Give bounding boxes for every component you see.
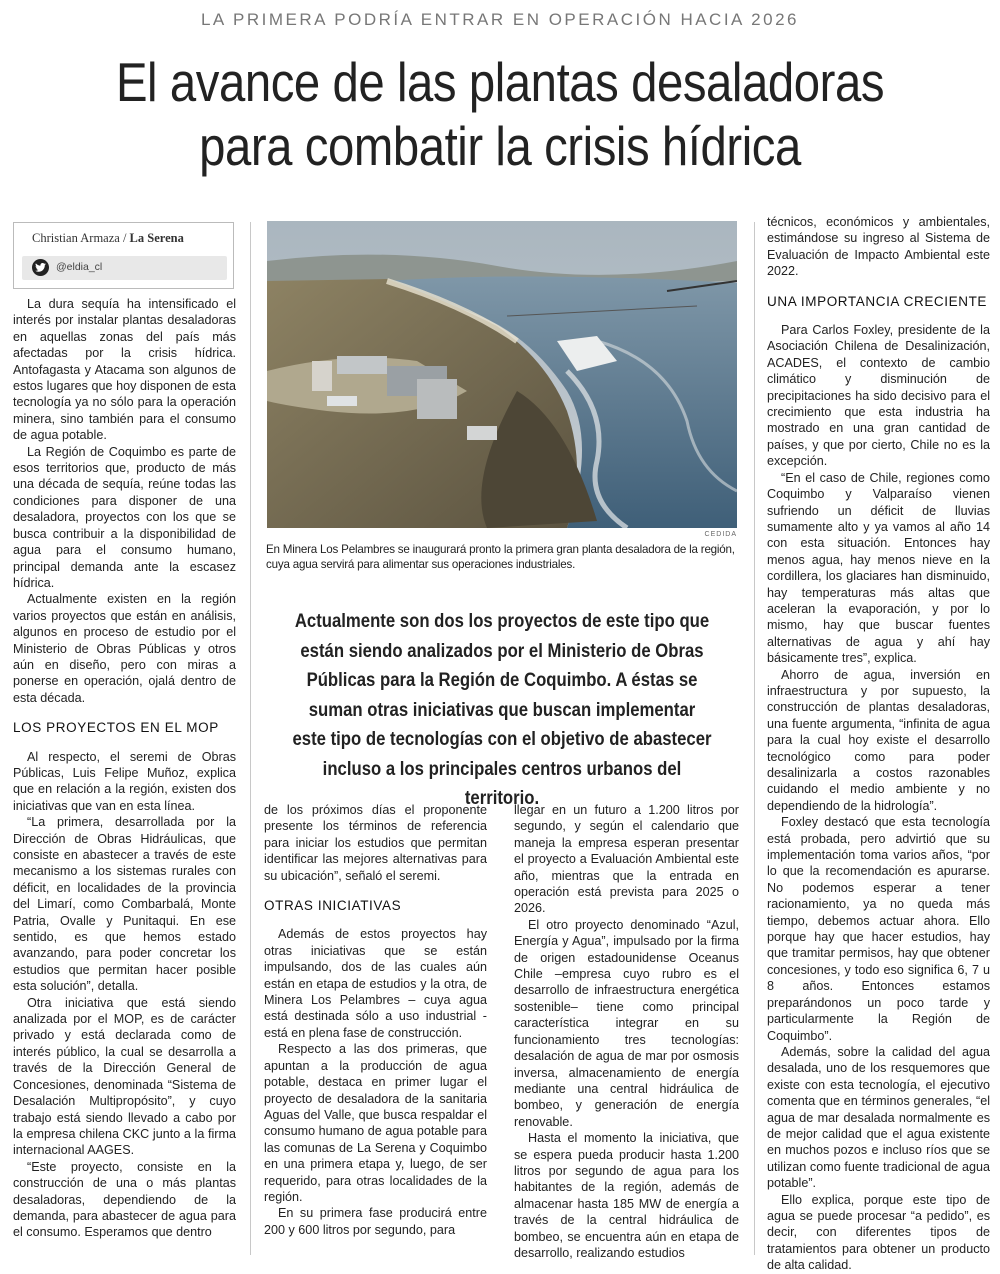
twitter-handle[interactable]: @eldia_cl	[56, 261, 103, 273]
byline-location: La Serena	[129, 231, 184, 245]
paragraph: Ello explica, porque este tipo de agua se puede procesar “a pedido”, es decir, con diferentes tipos de tratamientos para obtener un producto de alta calidad.	[767, 1192, 990, 1273]
column-1	[13, 296, 236, 1241]
section-heading: LOS PROYECTOS EN EL MOP	[13, 720, 219, 736]
column-4	[767, 214, 990, 1274]
twitter-strip	[22, 256, 227, 280]
column-2	[264, 802, 487, 1238]
article-headline	[104, 50, 895, 178]
article-kicker: LA PRIMERA PODRÍA ENTRAR EN OPERACIÓN HACIA 2026	[200, 10, 800, 29]
section-heading: UNA IMPORTANCIA CRECIENTE	[767, 293, 988, 309]
paragraph: En su primera fase producirá entre 200 y 600 litros por segundo, para	[264, 1206, 487, 1237]
paragraph: Ahorro de agua, inversión en infraestructura y por supuesto, la construcción de plantas desaladoras, una fuente argumenta, “infinita de agua para la cual hoy existe el desarrollo tecnológico como para poder desalinizarla a costos razonables cuidando el medio ambiente y no dependiendo de la hidrología”.	[767, 667, 990, 813]
paragraph: Respecto a las dos primeras, que apuntan a la producción de agua potable, destaca en primer lugar el proyecto de desaladora de la sanitaria Aguas del Valle, que busca respaldar el consumo humano de agua potable para las comunas de La Serena y Coquimbo en una primera etapa y, luego, de ser requerido, para otras localidades de la región.	[264, 1042, 487, 1204]
column-divider	[754, 222, 755, 1255]
section-heading: OTRAS INICIATIVAS	[264, 898, 402, 914]
article-photo	[267, 221, 737, 528]
photo-credit: CEDIDA	[704, 531, 737, 538]
twitter-icon	[32, 259, 49, 276]
paragraph: “En el caso de Chile, regiones como Coquimbo y Valparaíso vienen sufriendo un déficit de lluvias sumamente alto y ya vamos al año 14 con esta situación. Entonces hay menos agua, hay menos nieve en la cordillera, los glaciares han disminuido, hay temperaturas más altas que aceleran la evaporación, y por lo mismo, hay que buscar fuentes alternativas de agua y ahí hay básicamente tres”, explica.	[767, 470, 990, 666]
paragraph: Además de estos proyectos hay otras iniciativas que se están impulsando, dos de las cuales aún están en etapa de estudios y la otra, de Minera Los Pelambres – cuya agua está destinada sólo a uso industrial - está en plena fase de construcción.	[264, 927, 487, 1040]
paragraph: llegar en un futuro a 1.200 litros por segundo, y según el calendario que maneja la empresa esperan presentar el proyecto a Evaluación Ambiental este año, mientras que la entrada en operación está prevista para 2025 o 2026.	[514, 803, 739, 916]
paragraph: “Este proyecto, consiste en la construcción de una o más plantas desaladoras, dependiendo de la demanda, para abastecer de agua para el consumo. Esperamos que dentro	[13, 1159, 236, 1240]
headline-line-1: El avance de las plantas desaladoras	[115, 51, 885, 113]
byline	[32, 231, 184, 246]
headline-line-2: para combatir la crisis hídrica	[199, 115, 801, 177]
photo-caption: En Minera Los Pelambres se inaugurará pronto la primera gran planta desaladora de la región, cuya agua servirá para alimentar sus operaciones industriales.	[266, 543, 735, 571]
paragraph: Actualmente existen en la región varios proyectos que están en análisis, algunos en proceso de estudio por el Ministerio de Obras Públicas y otros aún en diseño, pero con miras a ponerse en operación, ojalá dentro de esta década.	[13, 592, 236, 705]
paragraph: La Región de Coquimbo es parte de esos territorios que, producto de más una década de sequía, reúne todas las condiciones para disponer de una desaladora, proyectos con los que se busca contribuir a la disponibilidad de agua para el consumo humano, principal demanda ante la escasez hídrica.	[13, 444, 236, 590]
paragraph: Foxley destacó que esta tecnología está probada, pero advirtió que su implementación toma varios años, “por lo que la recomendación es apurarse. No podemos esperar a tener racionamiento, ya no queda más tiempo, debemos actuar ahora. Ello porque hay que hacer estudios, hay que tramitar permisos, hay que obtener concesiones, y todo eso significa 6, 7 u 8 años. Entonces estamos preparándonos un poco tarde y particularmente la Región de Coquimbo”.	[767, 815, 990, 1043]
desalination-plant-aerial-photo	[267, 221, 737, 528]
paragraph: Otra iniciativa que está siendo analizada por el MOP, es de carácter privado y está declarada como de interés público, la cual se desarrolla a través de la Dirección General de Concesiones, denominada “Sistema de Desalación Multipropósito”, y cuyo trabajo está siendo llevado a cabo por la empresa chilena CKC junto a la firma internacional AAGES.	[13, 995, 236, 1158]
paragraph: de los próximos días el proponente presente los términos de referencia para iniciar los estudios que permitan identificar las mejores alternativas para su ubicación”, señaló el seremi.	[264, 803, 487, 883]
paragraph: La dura sequía ha intensificado el interés por instalar plantas desaladoras en aquellas zonas del país más afectadas por la crisis hídrica. Antofagasta y Atacama son algunos de estos lugares que hoy disponen de esta tecnología ya no sólo para la operación minera, sino también para el consumo de agua potable.	[13, 297, 236, 443]
pull-quote: Actualmente son dos los proyectos de este tipo que están siendo analizados por el Ministerio de Obras Públicas para la Región de Coquimbo. A éstas se suman otras iniciativas que buscan implementar este tipo de tecnologías con el objetivo de abastecer incluso a los principales centros urbanos del territorio.	[292, 611, 712, 809]
paragraph: Para Carlos Foxley, presidente de la Asociación Chilena de Desalinización, ACADES, el contexto de cambio climático y disminución de precipitaciones ha sido decisivo para el crecimiento que esta industria ha mostrado en una gran cantidad de países, y que por cierto, Chile no es la excepción.	[767, 323, 990, 469]
column-divider	[250, 222, 251, 1255]
paragraph: técnicos, económicos y ambientales, estimándose su ingreso al Sistema de Evaluación de Impacto Ambiental este 2022.	[767, 215, 990, 279]
paragraph: Hasta el momento la iniciativa, que se espera pueda producir hasta 1.200 litros por segundo de agua para los habitantes de la región, además de almacenar hasta 185 MW de energía a través de la central hidráulica de bombeo, se encuentra aún en etapa de desarrollo, realizando estudios	[514, 1131, 739, 1260]
byline-author: Christian Armaza /	[32, 231, 127, 245]
paragraph: El otro proyecto denominado “Azul, Energía y Agua”, impulsado por la firma de origen estadounidense Oceanus Chile –empresa cuyo rubro es el desarrollo de infraestructura energética sostenible– tiene como principal característica integrar en su funcionamiento tres tecnologías: desalación de agua de mar por osmosis inversa, almacenamiento de energía mediante una central hidráulica de bombeo, y generación de energía renovable.	[514, 917, 739, 1129]
paragraph: Además, sobre la calidad del agua desalada, uno de los resquemores que existe con esta tecnología, el ejecutivo comenta que en términos generales, “el agua de mar desalada normalmente es de mejor calidad que el agua existente en muchos pozos e incluso ríos que se utilizan como fuente tradicional de agua potable”.	[767, 1044, 990, 1191]
byline-box	[13, 222, 234, 289]
paragraph: “La primera, desarrollada por la Dirección de Obras Hidráulicas, que consiste en abastecer a través de este mecanismo a los sistemas rurales con déficit, en localidades de la provincia del Limarí, como Combarbalá, Monte Patria, Ovalle y Punitaqui. En ese sentido, es que hemos estado avanzando, para poder concretar los estudios que permitan hacer posible esta solución”, detalla.	[13, 815, 236, 994]
column-3	[514, 802, 739, 1261]
paragraph: Al respecto, el seremi de Obras Públicas, Luis Felipe Muñoz, explica que en relación a la región, existen dos iniciativas que van en esta línea.	[13, 749, 236, 813]
